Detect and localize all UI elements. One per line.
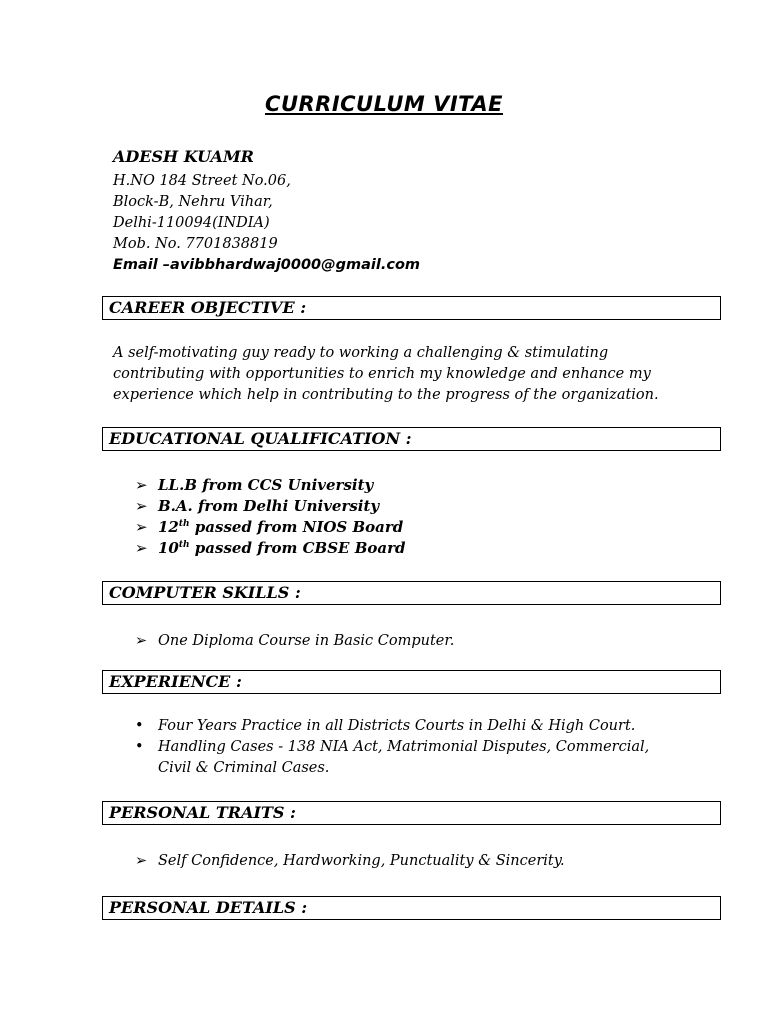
address-line-3: Delhi-110094(INDIA) — [113, 215, 270, 231]
list-item — [131, 496, 406, 517]
education-item-12th-text: passed from NIOS Board — [189, 518, 404, 536]
dot-bullet-icon: • — [135, 739, 144, 755]
candidate-name: ADESH KUAMR — [113, 147, 254, 166]
list-item — [131, 517, 406, 538]
computer-skill-item: One Diploma Course in Basic Computer. — [158, 633, 455, 649]
career-objective-line-3: experience which help in contributing to the progress of the organization. — [113, 387, 659, 403]
list-item — [131, 716, 658, 737]
experience-heading: EXPERIENCE : — [102, 670, 721, 694]
arrow-bullet-icon: ➢ — [135, 539, 148, 557]
address-line-1: H.NO 184 Street No.06, — [113, 173, 291, 189]
personal-traits-list — [131, 851, 565, 872]
personal-traits-item: Self Confidence, Hardworking, Punctuality & Sincerity. — [158, 853, 565, 869]
experience-item-cases-line-2: Civil & Criminal Cases. — [158, 760, 330, 776]
career-objective-heading: CAREER OBJECTIVE : — [102, 296, 721, 320]
education-item-10th-number: 10 — [158, 539, 179, 557]
list-item — [131, 475, 406, 496]
education-item-12th-suffix: th — [178, 519, 190, 529]
arrow-bullet-icon: ➢ — [135, 476, 148, 494]
list-item — [131, 538, 406, 559]
education-item-ba: B.A. from Delhi University — [158, 497, 380, 515]
career-objective-line-2: contributing with opportunities to enrich my knowledge and enhance my — [113, 366, 651, 382]
computer-skills-list — [131, 631, 454, 652]
arrow-bullet-icon: ➢ — [135, 497, 148, 515]
email-address: Email –avibbhardwaj0000@gmail.com — [113, 257, 421, 273]
list-item — [131, 851, 565, 872]
education-heading: EDUCATIONAL QUALIFICATION : — [102, 427, 721, 451]
list-item — [131, 631, 454, 652]
computer-skills-heading: COMPUTER SKILLS : — [102, 581, 721, 605]
list-item — [131, 737, 658, 779]
career-objective-line-1: A self-motivating guy ready to working a challenging & stimulating — [113, 345, 609, 361]
experience-list — [131, 716, 658, 779]
arrow-bullet-icon: ➢ — [135, 633, 148, 649]
dot-bullet-icon: • — [135, 718, 144, 734]
education-item-12th-number: 12 — [158, 518, 179, 536]
experience-item-practice: Four Years Practice in all Districts Courts in Delhi & High Court. — [158, 718, 636, 734]
arrow-bullet-icon: ➢ — [135, 853, 148, 869]
career-objective-text — [113, 343, 673, 406]
mobile-number: Mob. No. 7701838819 — [113, 236, 278, 252]
personal-details-heading: PERSONAL DETAILS : — [102, 896, 721, 920]
education-item-10th-text: passed from CBSE Board — [189, 539, 406, 557]
experience-item-cases-line-1: Handling Cases - 138 NIA Act, Matrimonial Disputes, Commercial, — [158, 739, 650, 755]
education-item-10th-suffix: th — [178, 540, 190, 550]
education-list — [131, 475, 406, 559]
education-item-llb: LL.B from CCS University — [158, 476, 374, 494]
address-line-2: Block-B, Nehru Vihar, — [113, 194, 273, 210]
contact-block — [113, 171, 420, 276]
arrow-bullet-icon: ➢ — [135, 518, 148, 536]
document-title: CURRICULUM VITAE — [265, 92, 503, 116]
personal-traits-heading: PERSONAL TRAITS : — [102, 801, 721, 825]
